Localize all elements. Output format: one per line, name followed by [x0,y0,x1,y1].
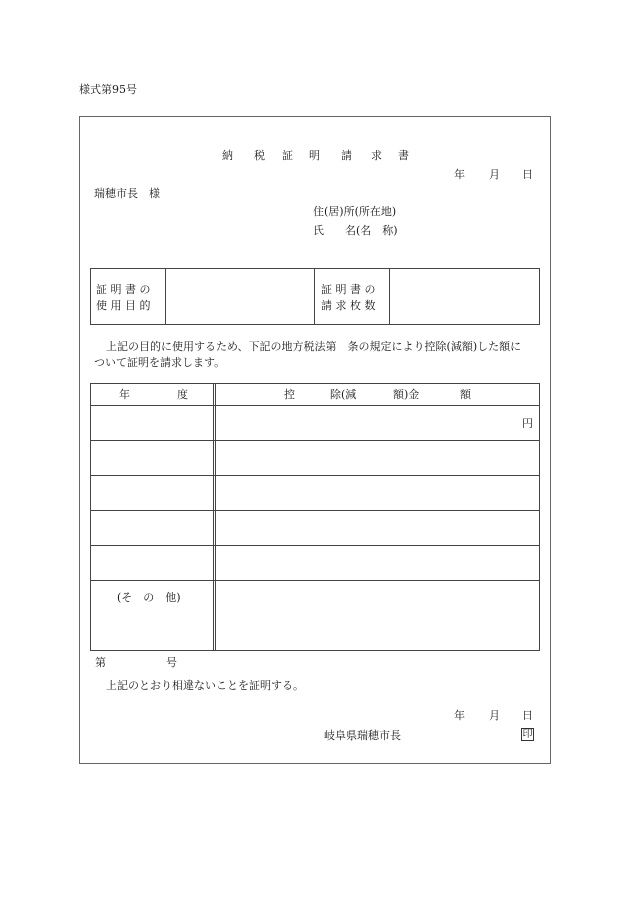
divider [314,268,315,325]
yen-unit: 円 [522,417,533,430]
title-char: 納 [222,149,233,162]
row-divider [90,475,540,476]
column-divider [215,383,216,651]
purpose-table [90,268,540,325]
certification-text: 上記のとおり相違ないことを証明する。 [106,679,304,692]
copies-label-line2: 請 求 枚 数 [321,299,376,312]
cert-no-prefix: 第 [95,656,106,669]
row-divider [90,405,540,406]
header-year: 年 [119,388,130,401]
divider [389,268,390,325]
divider [165,268,166,325]
copies-label-line1: 証 明 書 の [321,283,376,296]
form-number: 様式第95号 [79,83,137,96]
header-amount: 控 [284,388,295,401]
row-divider [90,545,540,546]
header-amount-4: 額 [460,388,471,401]
statement-line1: 上記の目的に使用するため、下記の地方税法第 条の規定により控除(減額)した額に [106,340,522,353]
addressee: 瑞穂市長 様 [94,187,160,200]
header-amount-2: 除(減 [330,388,357,401]
title-char: 書 [398,149,409,162]
title-char: 税 [254,149,265,162]
cert-no-suffix: 号 [166,656,177,669]
bottom-date-year: 年 [454,709,465,722]
title-char: 明 [309,149,320,162]
header-year-suffix: 度 [177,388,188,401]
bottom-date-month: 月 [489,709,500,722]
title-char: 求 [371,149,382,162]
name-label-suffix: 名(名 称) [345,224,398,237]
issuer-name: 岐阜県瑞穂市長 [324,729,401,742]
bottom-date-day: 日 [522,709,533,722]
address-label: 住(居)所(所在地) [313,205,397,218]
row-divider [90,580,540,581]
seal-stamp: 印 [522,729,533,740]
row-divider [90,440,540,441]
row-divider [90,510,540,511]
column-divider [213,383,214,651]
date-day-label: 日 [522,168,533,181]
title-char: 請 [341,149,352,162]
purpose-label-line2: 使 用 目 的 [96,299,151,312]
statement-line2: ついて証明を請求します。 [94,356,226,369]
date-year-label: 年 [454,168,465,181]
deduction-table [90,383,540,651]
other-label: (そ の 他) [117,591,181,604]
date-month-label: 月 [489,168,500,181]
purpose-label-line1: 証 明 書 の [96,283,151,296]
name-label: 氏 [313,224,324,237]
header-amount-3: 額)金 [393,388,420,401]
title-char: 証 [282,149,293,162]
